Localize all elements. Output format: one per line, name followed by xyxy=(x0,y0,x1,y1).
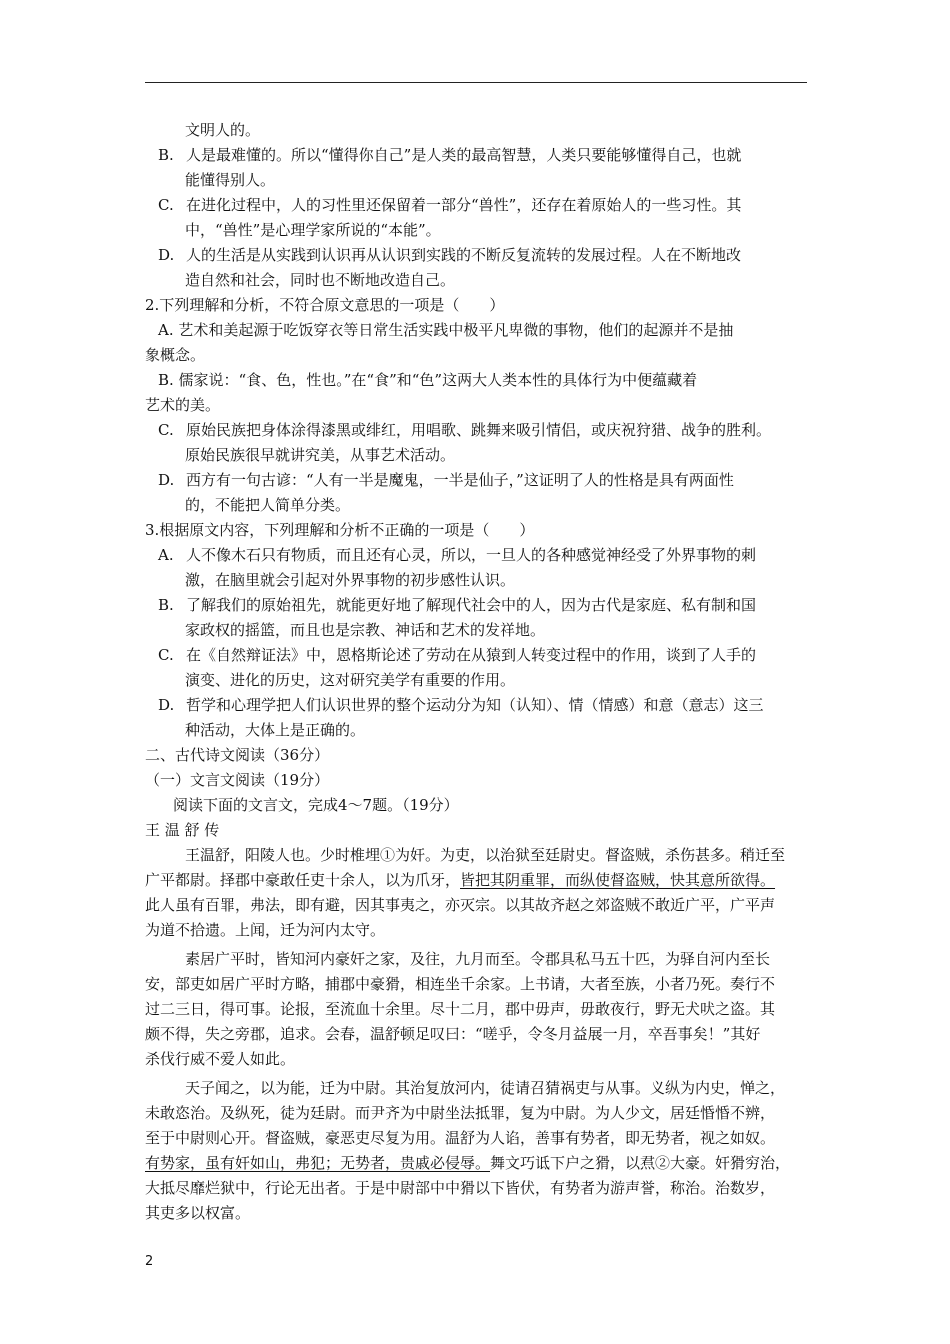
q2-option-c: 原始民族把身体涂得漆黑或绯红，用唱歌、跳舞来吸引情侣，或庆祝狩猎、战争的胜利。 xyxy=(186,421,772,439)
passage-paragraph-1 xyxy=(145,843,810,943)
option-text: 激，在脑里就会引起对外界事物的初步感性认识。 xyxy=(185,571,516,589)
passage-text: 广平都尉。择郡中豪敢任吏十余人，以为爪牙， xyxy=(145,871,461,889)
option-text: 演变、进化的历史，这对研究美学有重要的作用。 xyxy=(185,671,516,689)
option-label: A. xyxy=(158,546,174,564)
option-text: 了解我们的原始祖先，就能更好地了解现代社会中的人，因为古代是家庭、私有制和国 xyxy=(186,596,757,614)
option-text: 中，“兽性”是心理学家所说的“本能”。 xyxy=(185,221,441,239)
question-2-stem: 2.下列理解和分析，不符合原文意思的一项是（ ） xyxy=(145,296,505,314)
q2-option-b: B. 儒家说：“食、色，性也。”在“食”和“色”这两大人类本性的具体行为中便蕴藏着 xyxy=(158,371,698,389)
option-label: D. xyxy=(158,246,175,264)
underlined-sentence: 有势家，虽有奸如山，弗犯；无势者，贵戚必侵辱。 xyxy=(145,1154,491,1172)
option-text: 种活动，大体上是正确的。 xyxy=(185,721,366,739)
option-label: C. xyxy=(158,196,174,214)
passage-line: 大抵尽靡烂狱中，行论无出者。于是中尉部中中猾以下皆伏，有势者为游声誉，称治。治数岁， xyxy=(145,1179,776,1197)
q3-option-a xyxy=(145,543,810,593)
option-text: 哲学和心理学把人们认识世界的整个运动分为知（认知）、情（情感）和意（意志）这三 xyxy=(186,696,764,714)
option-text: 造自然和社会，同时也不断地改造自己。 xyxy=(185,271,456,289)
header-rule xyxy=(145,82,807,83)
option-text: 人不像木石只有物质，而且还有心灵，所以，一旦人的各种感觉神经受了外界事物的刺 xyxy=(186,546,757,564)
section-heading: 二、古代诗文阅读（36分） xyxy=(145,746,330,764)
option-label: D. xyxy=(158,471,175,489)
underlined-sentence: 皆把其阴重罪，而纵使督盗贼，快其意所欲得。 xyxy=(460,871,776,889)
passage-line: 至于中尉则心开。督盗贼，豪恶吏尽复为用。温舒为人谄，善事有势者，即无势者，视之如奴。 xyxy=(145,1129,776,1147)
passage-line: 素居广平时，皆知河内豪奸之家，及往，九月而至。令郡具私马五十匹，为驿自河内至长 xyxy=(185,950,771,968)
question-3-stem: 3.根据原文内容，下列理解和分析不正确的一项是（ ） xyxy=(145,521,535,539)
option-text: 人是最难懂的。所以“懂得你自己”是人类的最高智慧，人类只要能够懂得自己，也就 xyxy=(186,146,742,164)
passage-line: 过二三日，得可事。论报，至流血十余里。尽十二月，郡中毋声，毋敢夜行，野无犬吠之盗。其 xyxy=(145,1000,776,1018)
passage-text: 舞文巧诋下户之猾，以焄②大豪。奸猾穷治， xyxy=(490,1154,791,1172)
passage-line: 此人虽有百罪，弗法，即有避，因其事夷之，亦灭宗。以其故齐赵之郊盗贼不敢近广平，广平声 xyxy=(145,896,776,914)
q1-option-c xyxy=(145,193,810,243)
option-text: 在进化过程中，人的习性里还保留着一部分“兽性”，还存在着原始人的一些习性。其 xyxy=(186,196,742,214)
q3-option-d xyxy=(145,693,810,743)
option-text: 在《自然辩证法》中，恩格斯论述了劳动在从猿到人转变过程中的作用，谈到了人手的 xyxy=(186,646,757,664)
q2-option-b-cont: 艺术的美。 xyxy=(145,396,221,414)
q2-option-c-cont: 原始民族很早就讲究美，从事艺术活动。 xyxy=(185,446,456,464)
q2-option-a: A. 艺术和美起源于吃饭穿衣等日常生活实践中极平凡卑微的事物，他们的起源并不是抽 xyxy=(158,321,734,339)
passage-line: 杀伐行威不爱人如此。 xyxy=(145,1050,296,1068)
reading-instruction: 阅读下面的文言文，完成4～7题。（19分） xyxy=(173,796,459,814)
option-label: C. xyxy=(158,421,174,439)
q3-option-c xyxy=(145,643,810,693)
option-label: D. xyxy=(158,696,175,714)
passage-line: 王温舒，阳陵人也。少时椎埋①为奸。为吏，以治狱至廷尉史。督盗贼，杀伤甚多。稍迁至 xyxy=(185,846,786,864)
passage-line: 颇不得，失之旁郡，追求。会春，温舒顿足叹曰：“嗟乎，令冬月益展一月，卒吾事矣！”其好 xyxy=(145,1025,761,1043)
q2-option-d: 西方有一句古谚：“人有一半是魔鬼，一半是仙子，”这证明了人的性格是具有两面性 xyxy=(186,471,734,489)
q1-option-d xyxy=(145,243,810,293)
q2-option-a-cont: 象概念。 xyxy=(145,346,206,364)
passage-paragraph-2 xyxy=(145,947,810,1072)
option-text: 家政权的摇篮，而且也是宗教、神话和艺术的发祥地。 xyxy=(185,621,546,639)
q1-option-b xyxy=(145,143,810,193)
passage-line: 为道不拾遗。上闻，迁为河内太守。 xyxy=(145,921,386,939)
page-number: 2 xyxy=(145,1254,154,1269)
option-a-tail: 文明人的。 xyxy=(185,121,261,139)
document-body xyxy=(145,118,810,1226)
passage-line: 天子闻之，以为能，迁为中尉。其治复放河内，徒请召猜祸吏与从事。义纵为内史，惮之， xyxy=(185,1079,786,1097)
option-text: 人的生活是从实践到认识再从认识到实践的不断反复流转的发展过程。人在不断地改 xyxy=(186,246,742,264)
passage-line: 安，部吏如居广平时方略，捕郡中豪猾，相连坐千余家。上书请，大者至族，小者乃死。奏行不 xyxy=(145,975,776,993)
passage-line: 未敢恣治。及纵死，徒为廷尉。而尹齐为中尉坐法抵罪，复为中尉。为人少文，居廷惛惛不辨， xyxy=(145,1104,776,1122)
passage-line: 其吏多以权富。 xyxy=(145,1204,251,1222)
subsection-heading: （一）文言文阅读（19分） xyxy=(145,771,330,789)
option-label: B. xyxy=(158,596,174,614)
option-text: 能懂得别人。 xyxy=(185,171,276,189)
q2-option-d-cont: 的，不能把人简单分类。 xyxy=(185,496,351,514)
option-label: B. xyxy=(158,146,174,164)
option-label: C. xyxy=(158,646,174,664)
passage-title: 王 温 舒 传 xyxy=(145,821,220,839)
q3-option-b xyxy=(145,593,810,643)
passage-paragraph-3 xyxy=(145,1076,810,1226)
